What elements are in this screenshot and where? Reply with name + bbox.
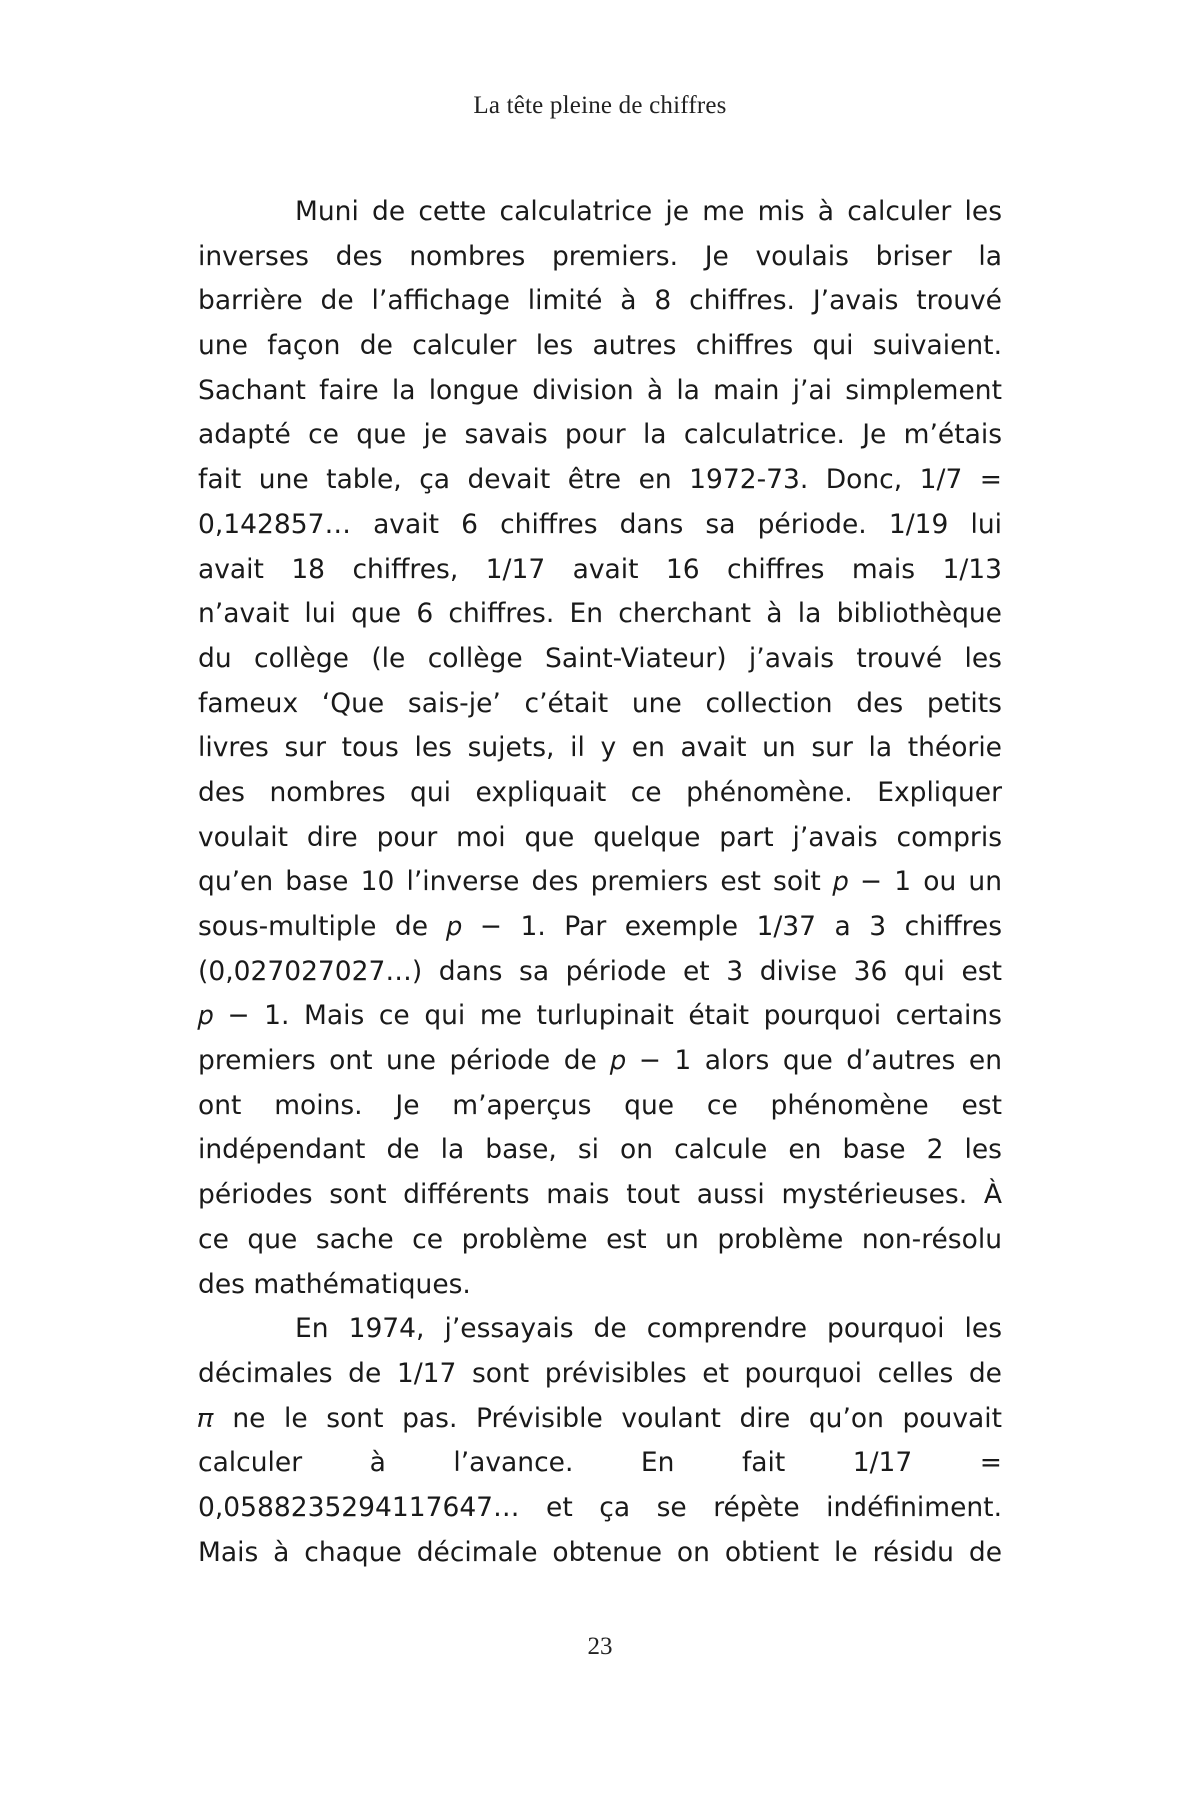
text-line: premiers ont une période de 𝑝 − 1 alors que d’autres en [198,1045,1002,1077]
text-line: sous-multiple de 𝑝 − 1. Par exemple 1/37 a 3 chiffres [198,911,1002,942]
text-line: Mais à chaque décimale obtenue on obtient le résidu de [198,1536,1002,1568]
text-line: Sachant faire la longue division à la main j’ai simplement [198,374,1002,406]
text-line: adapté ce que je savais pour la calculatrice. Je m’étais [198,419,1002,451]
text-line: ce que sache ce problème est un problème non-résolu [198,1223,1002,1255]
text-line: une façon de calculer les autres chiffres qui suivaient. [198,330,1002,362]
text-line: barrière de l’affichage limité à 8 chiffres. J’avais trouvé [198,285,1002,317]
text-line: En 1974, j’essayais de comprendre pourquoi les [295,1313,1002,1345]
text-line: avait 18 chiffres, 1/17 avait 16 chiffres mais 1/13 [198,553,1002,585]
running-head: La tête pleine de chiffres [473,92,727,119]
text-line: 𝜋 ne le sont pas. Prévisible voulant dire qu’on pouvait [198,1402,1002,1434]
text-line: décimales de 1/17 sont prévisibles et pourquoi celles de [198,1357,1002,1389]
text-line: Muni de cette calculatrice je me mis à calculer les [295,196,1002,227]
text-line: livres sur tous les sujets, il y en avait un sur la théorie [198,732,1002,764]
text-line: 0,142857… avait 6 chiffres dans sa période. 1/19 lui [198,508,1002,540]
text-line: qu’en base 10 l’inverse des premiers est soit 𝑝 − 1 ou un [198,866,1002,898]
text-line: indépendant de la base, si on calcule en base 2 les [198,1134,1002,1166]
text-line: 0,0588235294117647… et ça se répète indéfiniment. [198,1491,1002,1523]
text-line: inverses des nombres premiers. Je voulais briser la [198,240,1002,272]
text-line: fait une table, ça devait être en 1972-73. Donc, 1/7 = [198,464,1002,496]
text-line: du collège (le collège Saint-Viateur) j’avais trouvé les [198,642,1002,674]
text-line: ont moins. Je m’aperçus que ce phénomène est [198,1089,1002,1121]
text-line: fameux ‘Que sais-je’ c’était une collection des petits [198,687,1002,719]
text-line: 𝑝 − 1. Mais ce qui me turlupinait était pourquoi certains [198,1000,1002,1032]
text-line: des mathématiques. [198,1268,471,1300]
text-line: des nombres qui expliquait ce phénomène. Expliquer [198,776,1002,808]
text-line: (0,027027027…) dans sa période et 3 divise 36 qui est [198,955,1002,987]
body-text [198,190,1002,1575]
text-line: calculer à l’avance. En fait 1/17 = [198,1447,1002,1479]
page-number: 23 [587,1633,613,1660]
text-line: n’avait lui que 6 chiffres. En cherchant à la bibliothèque [198,598,1002,630]
text-line: périodes sont différents mais tout aussi mystérieuses. À [198,1179,1002,1211]
text-line: voulait dire pour moi que quelque part j’avais compris [198,821,1002,853]
